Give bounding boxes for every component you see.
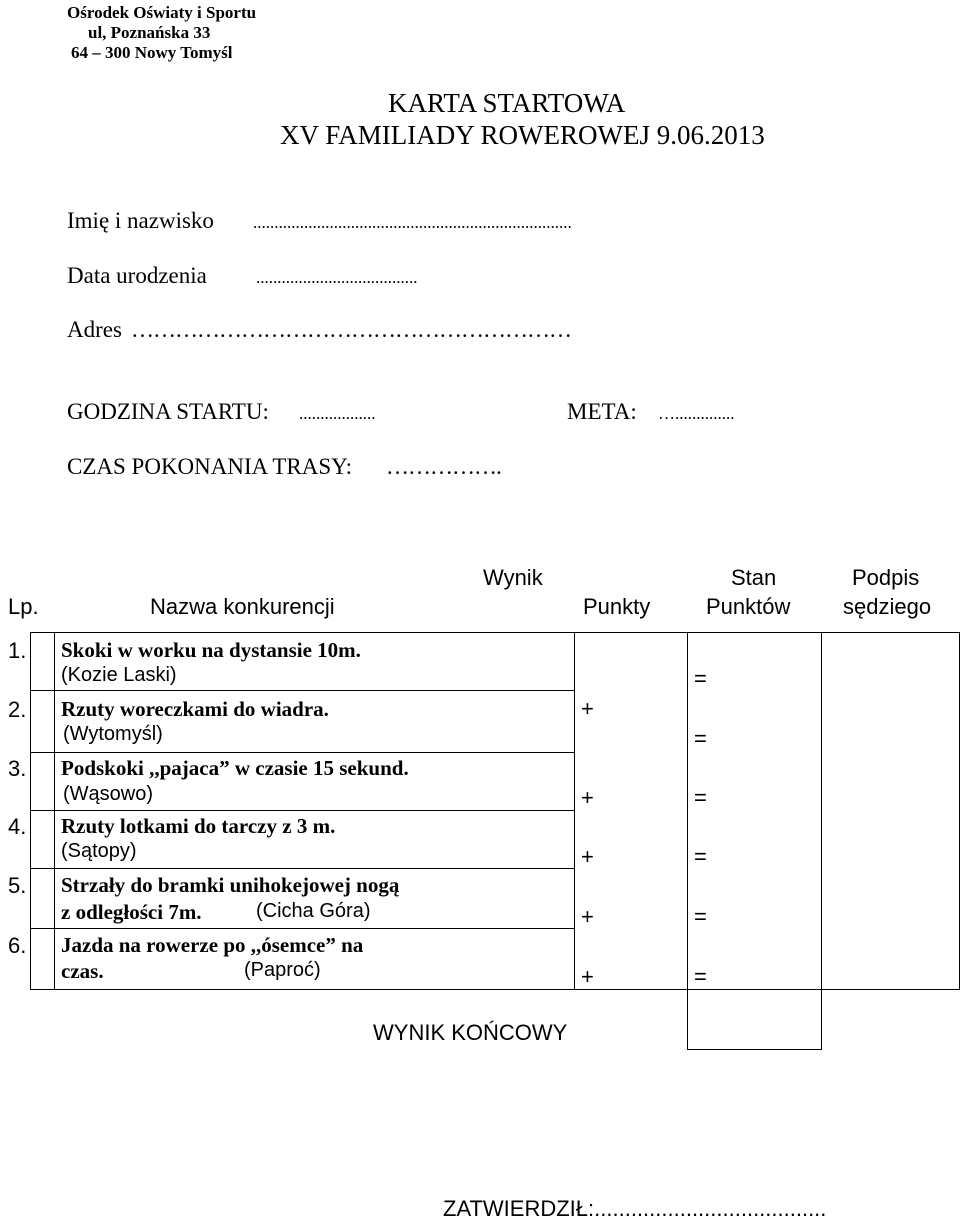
competition-title: Jazda na rowerze po ,,ósemce” na bbox=[61, 933, 364, 957]
header-result: Wynik bbox=[483, 565, 543, 590]
equals-sign: = bbox=[694, 904, 707, 929]
organization-city: 64 – 300 Nowy Tomyśl bbox=[71, 43, 233, 62]
table-line bbox=[821, 632, 822, 989]
header-sign-line1: Podpis bbox=[852, 565, 920, 590]
header-state-line2: Punktów bbox=[706, 594, 791, 619]
table-line bbox=[30, 632, 31, 989]
document-title: KARTA STARTOWA bbox=[388, 88, 626, 118]
header-state-line1: Stan bbox=[731, 565, 777, 590]
dob-input-line[interactable]: ...................................... bbox=[256, 268, 418, 287]
competition-title: Podskoki ,,pajaca” w czasie 15 sekund. bbox=[61, 756, 409, 780]
equals-sign: = bbox=[694, 844, 707, 869]
name-label: Imię i nazwisko bbox=[67, 208, 214, 233]
table-line bbox=[30, 928, 575, 929]
finish-input-line[interactable]: ….............. bbox=[658, 404, 735, 423]
table-line bbox=[30, 868, 575, 869]
competition-place: (Cicha Góra) bbox=[256, 900, 371, 922]
document-subtitle: XV FAMILIADY ROWEROWEJ 9.06.2013 bbox=[280, 120, 765, 150]
table-line bbox=[574, 632, 575, 989]
header-points: Punkty bbox=[583, 594, 651, 619]
competition-title: Rzuty lotkami do tarczy z 3 m. bbox=[61, 814, 336, 838]
plus-sign: + bbox=[581, 904, 594, 929]
header-sign-line2: sędziego bbox=[843, 594, 932, 619]
competition-place: (Wytomyśl) bbox=[63, 723, 163, 745]
plus-sign: + bbox=[581, 844, 594, 869]
row-number: 5. bbox=[8, 873, 27, 898]
start-time-label: GODZINA STARTU: bbox=[67, 399, 269, 424]
table-line bbox=[30, 810, 575, 811]
address-label: Adres bbox=[67, 317, 122, 342]
name-input-line[interactable]: ........................................................................... bbox=[253, 213, 572, 232]
competition-place: (Kozie Laski) bbox=[61, 664, 177, 686]
competition-title: Rzuty woreczkami do wiadra. bbox=[61, 697, 329, 721]
plus-sign: + bbox=[581, 964, 594, 989]
plus-sign: + bbox=[581, 696, 594, 721]
approval-signature-line[interactable]: ZATWIERDZIŁ:...................................... bbox=[443, 1196, 827, 1221]
header-lp: Lp. bbox=[8, 594, 39, 619]
organization-address: ul, Poznańska 33 bbox=[88, 23, 211, 42]
finish-label: META: bbox=[567, 399, 637, 424]
competition-place: (Wąsowo) bbox=[63, 783, 154, 805]
final-result-label: WYNIK KOŃCOWY bbox=[373, 1020, 568, 1045]
table-line bbox=[54, 632, 55, 989]
header-name: Nazwa konkurencji bbox=[150, 594, 335, 619]
competition-place: (Paproć) bbox=[244, 959, 321, 981]
organization-name: Ośrodek Oświaty i Sportu bbox=[67, 3, 257, 22]
dob-label: Data urodzenia bbox=[67, 263, 207, 288]
row-number: 4. bbox=[8, 814, 27, 839]
row-number: 3. bbox=[8, 756, 27, 781]
start-time-input-line[interactable]: .................. bbox=[299, 404, 376, 423]
equals-sign: = bbox=[694, 964, 707, 989]
row-number: 2. bbox=[8, 697, 27, 722]
competition-place: (Sątopy) bbox=[61, 840, 137, 862]
plus-sign: + bbox=[581, 785, 594, 810]
row-number: 6. bbox=[8, 933, 27, 958]
equals-sign: = bbox=[694, 726, 707, 751]
time-input-line[interactable]: ……………. bbox=[386, 454, 501, 479]
table-line bbox=[30, 752, 575, 753]
time-label: CZAS POKONANIA TRASY: bbox=[67, 454, 353, 479]
competition-title: Skoki w worku na dystansie 10m. bbox=[61, 638, 361, 662]
competition-title: Strzały do bramki unihokejowej nogą bbox=[61, 873, 400, 897]
row-number: 1. bbox=[8, 638, 27, 663]
equals-sign: = bbox=[694, 666, 707, 691]
final-result-box[interactable] bbox=[687, 989, 822, 1050]
competition-title-line2: czas. bbox=[61, 959, 104, 983]
equals-sign: = bbox=[694, 785, 707, 810]
competition-title-line2: z odległości 7m. bbox=[61, 900, 202, 924]
table-line bbox=[687, 632, 688, 989]
table-line bbox=[30, 690, 575, 691]
address-input-line[interactable]: …………………………………………………… bbox=[131, 317, 571, 342]
